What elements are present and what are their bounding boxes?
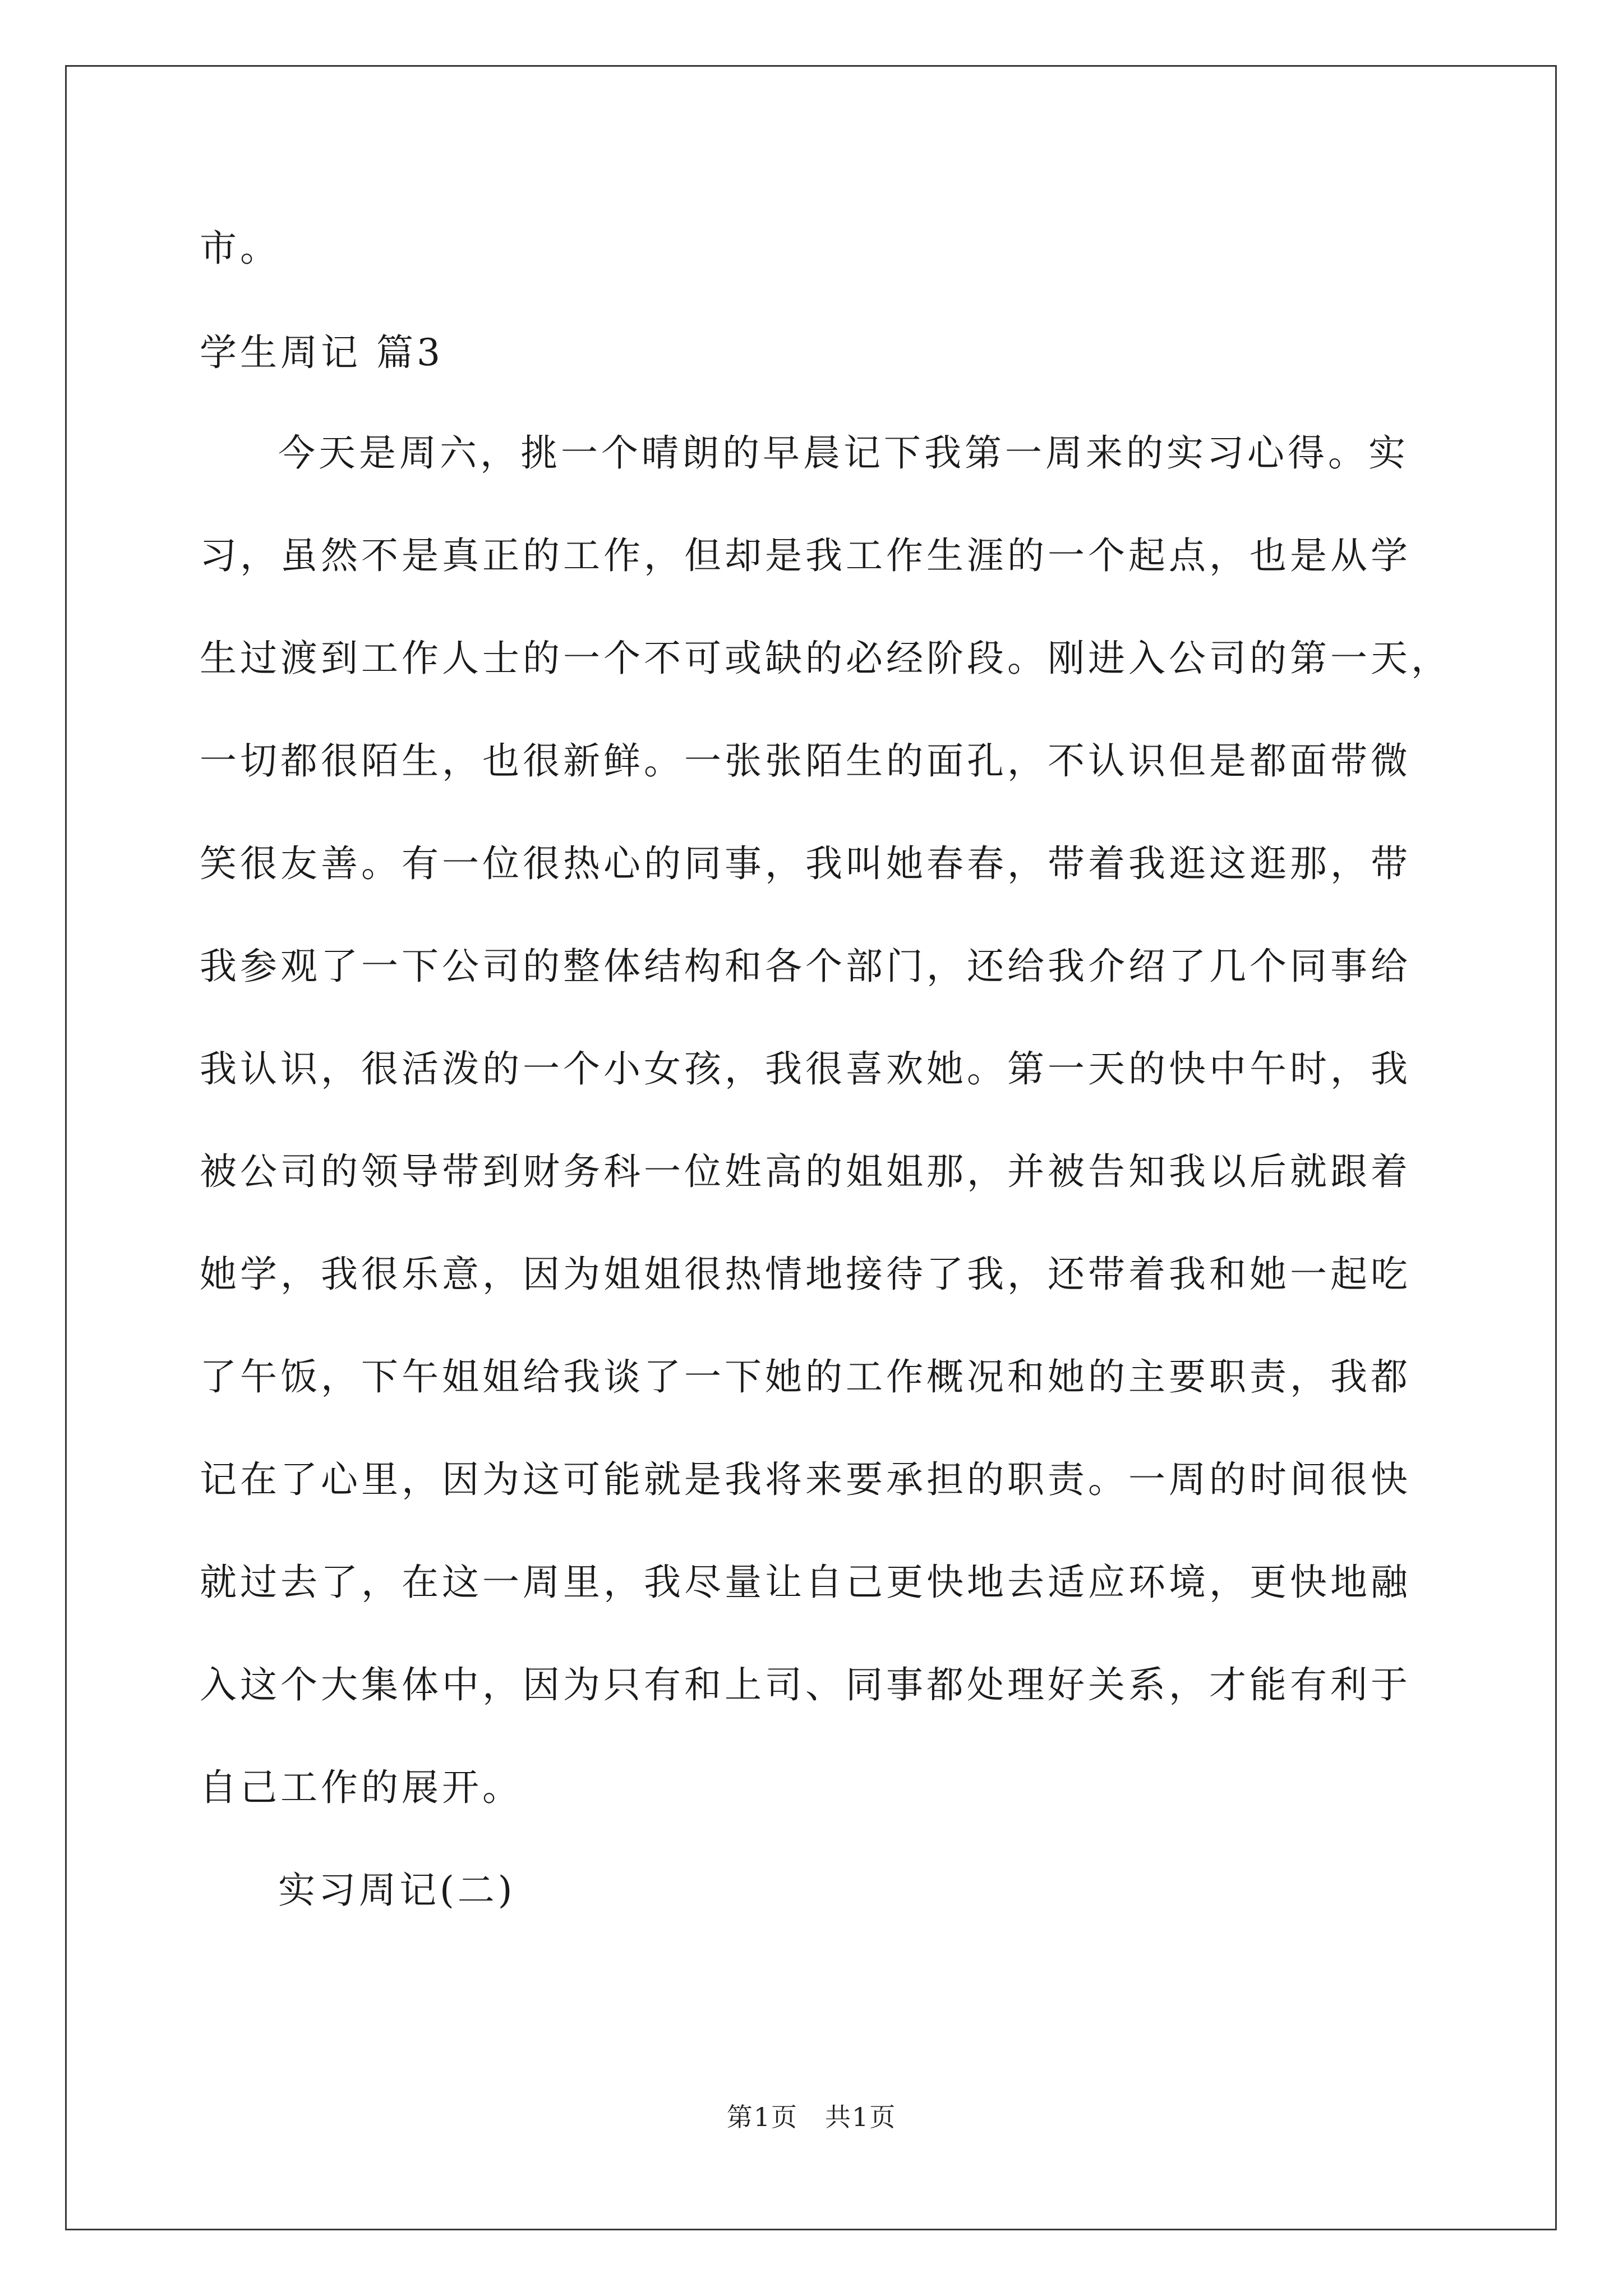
paragraph-line: 她学，我很乐意，因为姐姐很热情地接待了我，还带着我和她一起吃: [200, 1253, 1411, 1296]
paragraph-line: 生过渡到工作人士的一个不可或缺的必经阶段。刚进入公司的第一天，: [200, 637, 1451, 680]
subheading: 实习周记(二): [278, 1869, 516, 1912]
paragraph-line: 今天是周六，挑一个晴朗的早晨记下我第一周来的实习心得。实: [278, 431, 1409, 475]
paragraph-line: 被公司的领导带到财务科一位姓高的姐姐那，并被告知我以后就跟着: [200, 1150, 1411, 1193]
paragraph-line: 我认识，很活泼的一个小女孩，我很喜欢她。第一天的快中午时，我: [200, 1047, 1411, 1091]
paragraph-line: 一切都很陌生，也很新鲜。一张张陌生的面孔，不认识但是都面带微: [200, 739, 1411, 783]
paragraph-line: 就过去了，在这一周里，我尽量让自己更快地去适应环境，更快地融: [200, 1561, 1411, 1604]
paragraph-line: 习，虽然不是真正的工作，但却是我工作生涯的一个起点，也是从学: [200, 534, 1411, 577]
page-footer: [0, 2097, 1623, 2134]
paragraph-line: 我参观了一下公司的整体结构和各个部门，还给我介绍了几个同事给: [200, 945, 1411, 988]
section-heading: 学生周记 篇3: [200, 331, 444, 374]
paragraph-line: 笑很友善。有一位很热心的同事，我叫她春春，带着我逛这逛那，带: [200, 842, 1411, 885]
paragraph-line: 自己工作的展开。: [200, 1766, 523, 1809]
continuation-line: 市。: [200, 227, 280, 270]
page-number: 第1页 共1页: [726, 2102, 897, 2132]
paragraph-line: 入这个大集体中，因为只有和上司、同事都处理好关系，才能有利于: [200, 1663, 1411, 1706]
paragraph-line: 记在了心里，因为这可能就是我将来要承担的职责。一周的时间很快: [200, 1458, 1411, 1501]
paragraph-line: 了午饭，下午姐姐给我谈了一下她的工作概况和她的主要职责，我都: [200, 1355, 1411, 1398]
